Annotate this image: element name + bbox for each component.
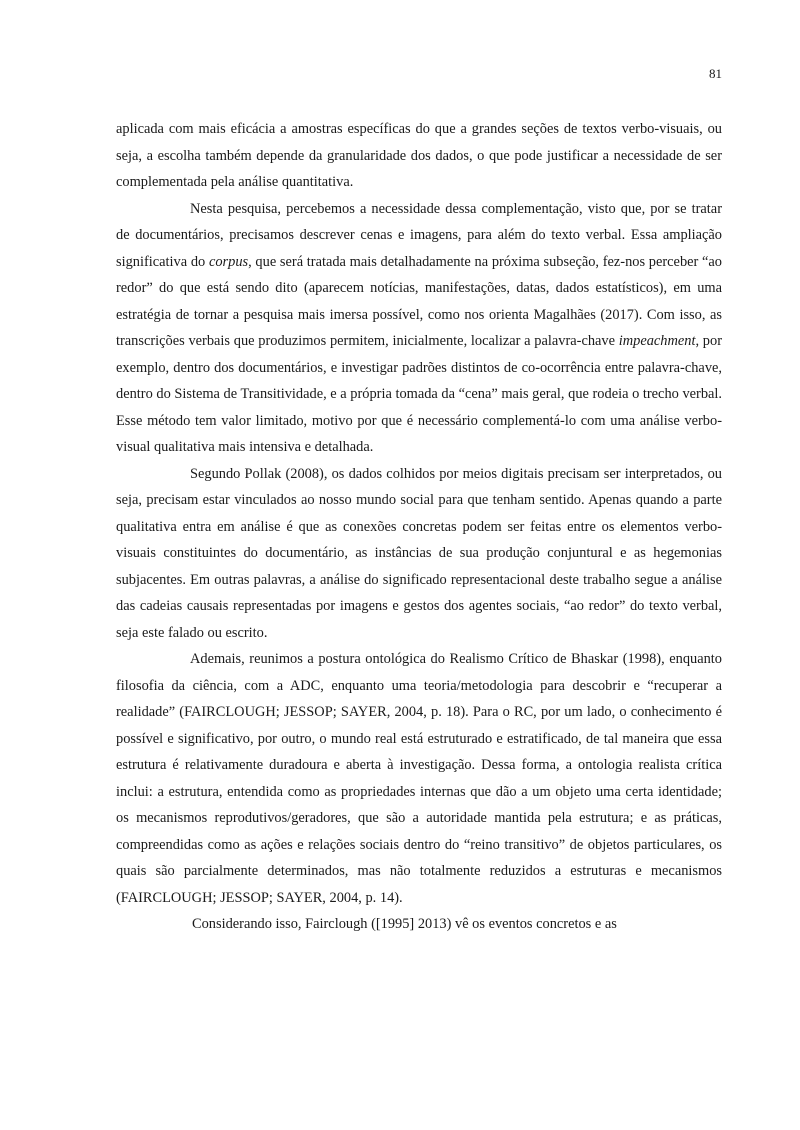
paragraph-text-segment: Nesta pesquisa, percebemos a necessidade dessa complementação, visto que, por se tratar de documentários, precisamos descrever cenas e imagens, para além do texto verbal. Essa ampliação significativa do bbox=[116, 200, 722, 270]
italic-term-corpus: corpus bbox=[208, 253, 249, 270]
italic-term-impeachment: impeachment bbox=[618, 333, 696, 349]
page-number: 81 bbox=[709, 66, 722, 81]
paragraph-complementacao bbox=[116, 196, 722, 461]
paragraph-text-segment: , por exemplo, dentro dos documentários, e investigar padrões distintos de co-ocorrência entre palavra-chave, dentro do Sistema de Transitividade, e a própria tomada da “cena” mais geral, que rodeia o trecho verbal. Esse método tem valor limitado, motivo por que é necessário complementá-lo com uma análise verbo-visual qualitativa mais intensiva e detalhada. bbox=[116, 333, 722, 455]
paragraph-continuation: aplicada com mais eficácia a amostras específicas do que a grandes seções de textos verbo-visuais, ou seja, a escolha também depende da granularidade dos dados, o que pode justificar a necessidade de ser complementada pela análise quantitativa. bbox=[116, 121, 722, 190]
paragraph-text-segment: , que será tratada mais detalhadamente na próxima subseção, fez-nos perceber “ao redor” do que está sendo dito (aparecem notícias, manifestações, datas, dados estatísticos), em uma estratégia de tornar a pesquisa mais imersa possível, como nos orienta Magalhães (2017). Com isso, as transcrições verbais que produzimos permitem, inicialmente, localizar a palavra-chave bbox=[116, 253, 722, 349]
paragraph-pollak: Segundo Pollak (2008), os dados colhidos por meios digitais precisam ser interpretados, ou seja, precisam estar vinculados ao nosso mundo social para que tenham sentido. Apenas quando a parte qualitativa entra em análise é que as conexões concretas podem ser feitas entre os elementos verbo-visuais constituintes do documentário, as instâncias de sua produção conjuntural e as hegemonias subjacentes. Em outras palavras, a análise do significado representacional deste trabalho segue a análise das cadeias causais representadas por imagens e gestos dos agentes sociais, “ao redor” do texto verbal, seja este falado ou escrito. bbox=[116, 465, 722, 641]
body-text bbox=[116, 116, 722, 938]
paragraph-fairclough: Considerando isso, Fairclough ([1995] 2013) vê os eventos concretos e as bbox=[192, 916, 617, 932]
paragraph-realismo-critico: Ademais, reunimos a postura ontológica do Realismo Crítico de Bhaskar (1998), enquanto filosofia da ciência, com a ADC, enquanto uma teoria/metodologia para descobrir e “recuperar a realidade” (FAIRCLOUGH; JESSOP; SAYER, 2004, p. 18). Para o RC, por um lado, o conhecimento é possível e significativo, por outro, o mundo real está estruturado e estratificado, de tal maneira que essa estrutura é relativamente duradoura e aberta à investigação. Dessa forma, a ontologia realista crítica inclui: a estrutura, entendida como as propriedades internas que dão a um objeto uma certa identidade; os mecanismos reprodutivos/geradores, que são a autoridade mantida pela estrutura; e as práticas, compreendidas como as ações e relações sociais dentro do “reino transitivo” de objetos particulares, os quais são parcialmente determinados, mas não totalmente reduzidos a estruturas e mecanismos (FAIRCLOUGH; JESSOP; SAYER, 2004, p. 14). bbox=[116, 651, 722, 906]
